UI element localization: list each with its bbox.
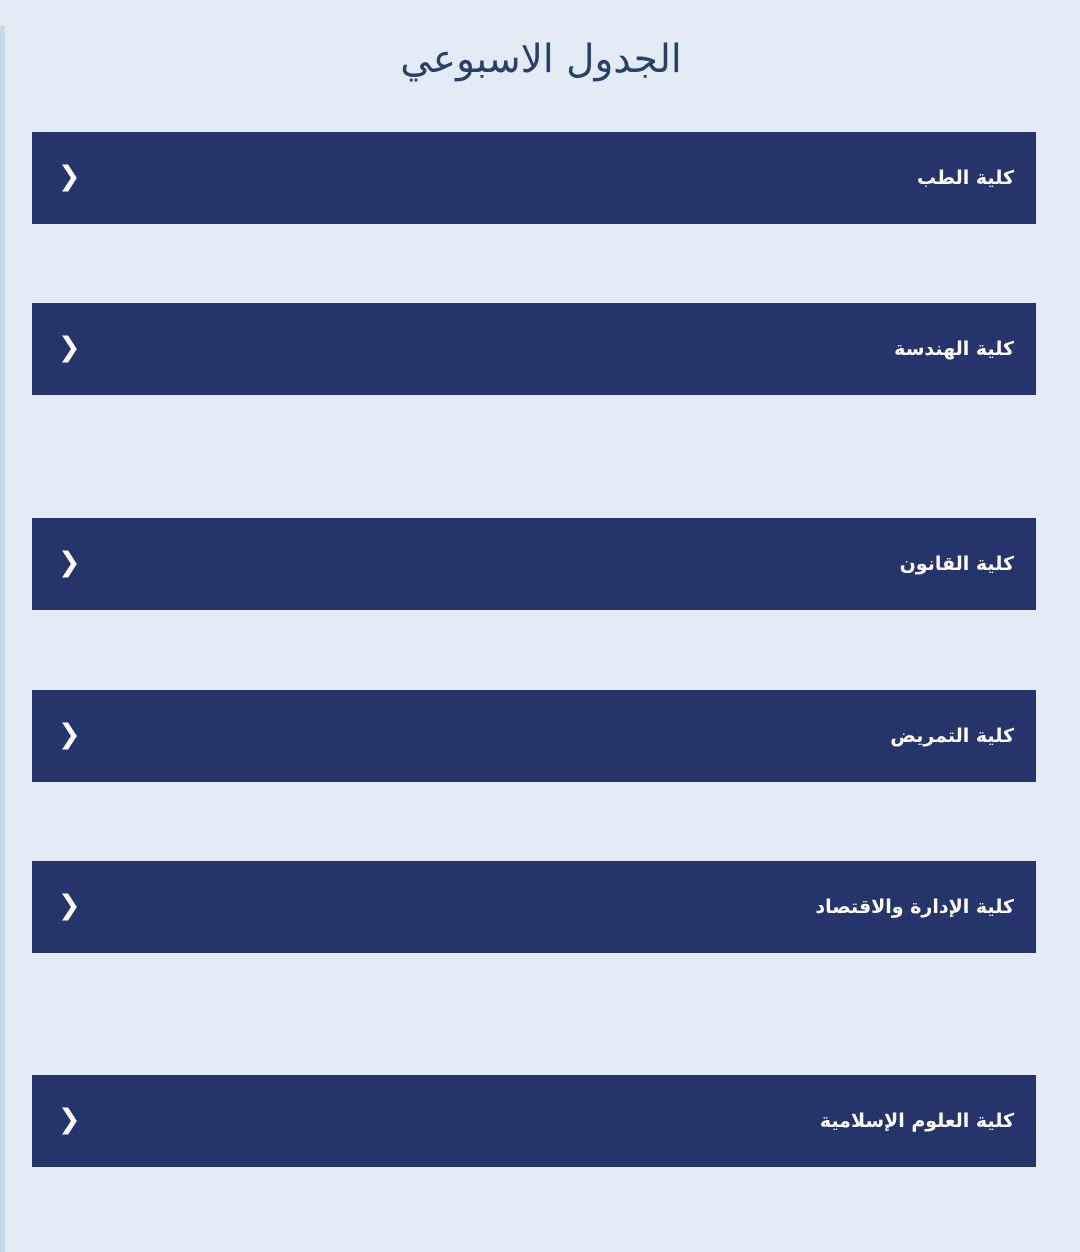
chevron-left-icon[interactable]: ❮ bbox=[58, 718, 81, 750]
list-spacer bbox=[32, 395, 1036, 518]
list-spacer bbox=[32, 224, 1036, 303]
college-item-islamic-sciences[interactable] bbox=[32, 1075, 1036, 1167]
list-spacer bbox=[32, 782, 1036, 861]
list-spacer bbox=[32, 610, 1036, 690]
weekly-schedule-page bbox=[0, 26, 1080, 1252]
college-label: كلية الطب bbox=[917, 167, 1014, 190]
college-label: كلية القانون bbox=[899, 553, 1014, 576]
chevron-left-icon[interactable]: ❮ bbox=[58, 546, 81, 578]
college-label: كلية التمريض bbox=[890, 725, 1014, 748]
college-item-medicine[interactable] bbox=[32, 132, 1036, 224]
college-label: كلية العلوم الإسلامية bbox=[819, 1110, 1014, 1133]
left-edge-rail bbox=[2, 26, 5, 1252]
chevron-left-icon[interactable]: ❮ bbox=[58, 889, 81, 921]
college-item-administration-economics[interactable] bbox=[32, 861, 1036, 953]
chevron-left-icon[interactable]: ❮ bbox=[58, 160, 81, 192]
college-list bbox=[2, 132, 1080, 1167]
college-item-nursing[interactable] bbox=[32, 690, 1036, 782]
page-title: الجدول الاسبوعي bbox=[400, 37, 682, 83]
college-label: كلية الإدارة والاقتصاد bbox=[815, 896, 1014, 919]
college-item-engineering[interactable] bbox=[32, 303, 1036, 395]
college-label: كلية الهندسة bbox=[894, 338, 1014, 361]
college-item-law[interactable] bbox=[32, 518, 1036, 610]
chevron-left-icon[interactable]: ❮ bbox=[58, 1103, 81, 1135]
chevron-left-icon[interactable]: ❮ bbox=[58, 331, 81, 363]
list-spacer bbox=[32, 953, 1036, 1075]
